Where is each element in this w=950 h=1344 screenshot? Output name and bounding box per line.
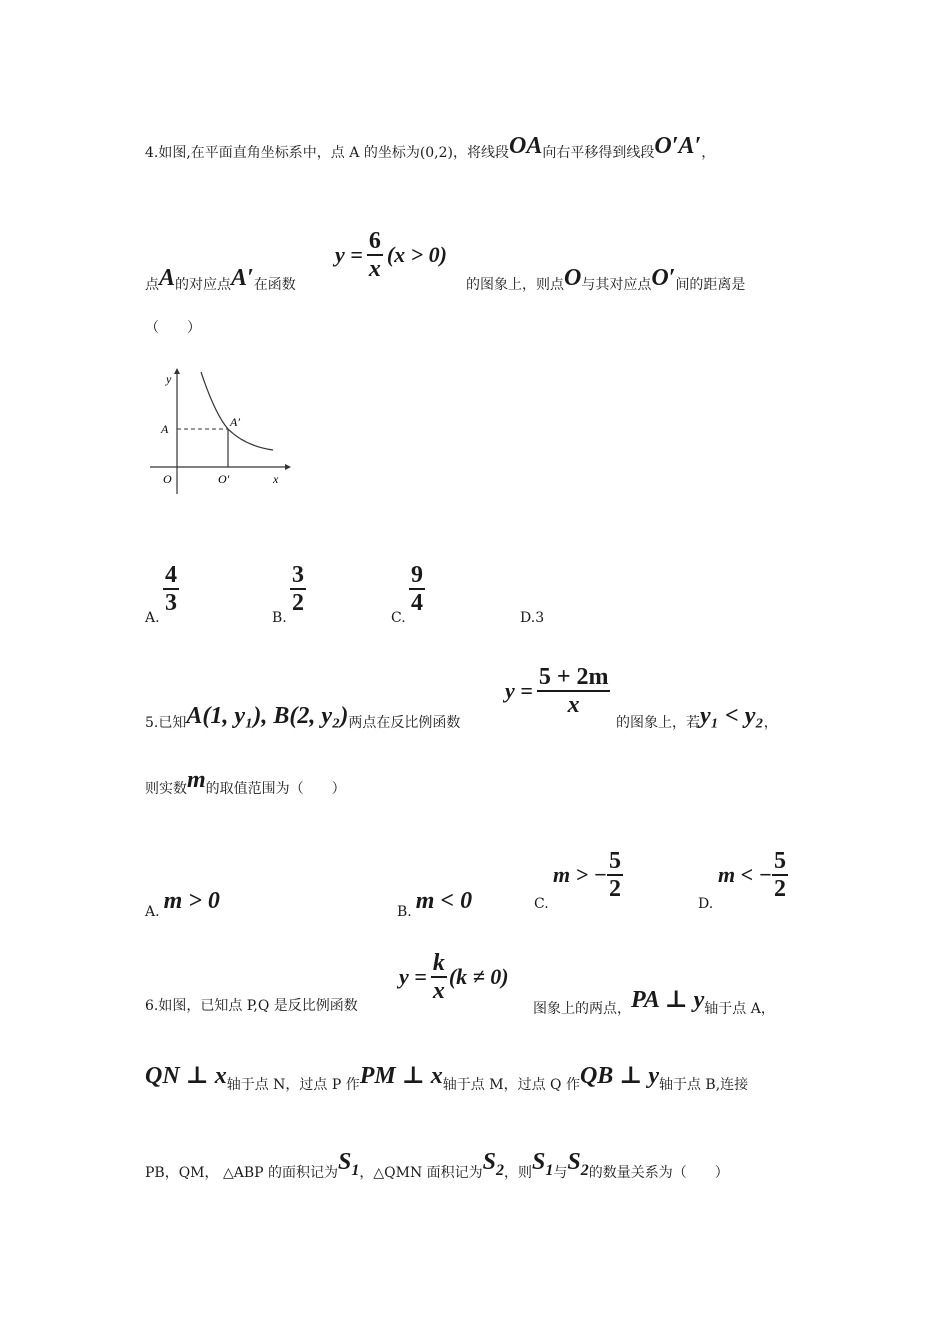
area-s2	[482, 1149, 505, 1179]
segment-oa-prime: O′A′	[654, 133, 702, 159]
subscript: 2	[496, 1162, 505, 1179]
s-symbol: S	[482, 1149, 497, 1175]
subscript: 2	[580, 1162, 589, 1179]
graph-label-a-prime: A′	[230, 415, 240, 429]
q5-line-1b	[616, 703, 778, 733]
option-letter: D.	[698, 896, 714, 912]
q6-text: 与	[553, 1165, 568, 1181]
option-letter: B.	[272, 610, 287, 626]
q4-option-b[interactable]	[272, 610, 287, 626]
fraction-denominator: 2	[292, 590, 304, 616]
point-o-prime: O′	[651, 265, 676, 291]
perp-pm-x: PM ⊥ x	[359, 1063, 443, 1089]
hyperbola-curve	[201, 372, 273, 450]
q6-text: 轴于点 B,连接	[658, 1077, 749, 1093]
q6-text: 轴于点 N，过点 P 作	[226, 1077, 360, 1093]
area-s1	[338, 1149, 360, 1179]
perp-pa-y: PA ⊥ y	[631, 987, 705, 1013]
q6-text: 的数量关系为（ ）	[588, 1165, 729, 1181]
fraction-numerator: 3	[292, 562, 304, 588]
q4-option-b-fraction	[290, 562, 306, 616]
q4-option-c-fraction	[409, 562, 425, 616]
subscript: 1	[545, 1162, 554, 1179]
option-letter: B.	[397, 904, 412, 920]
formula-y: y =	[335, 242, 363, 267]
point-a: A	[159, 265, 176, 291]
formula-fraction	[367, 228, 383, 282]
q6-line-1	[145, 996, 358, 1016]
fraction-numerator: 6	[368, 228, 381, 254]
q6-text: PB，QM， △ABP 的面积记为	[145, 1165, 339, 1181]
q5-text: 则实数	[145, 781, 187, 797]
fraction-numerator: 5	[608, 848, 621, 874]
q6-text: 轴于点 A，	[704, 1001, 775, 1017]
q6-line-1b	[533, 987, 775, 1019]
fraction-denominator: 2	[773, 876, 786, 902]
q4-text: 向右平移得到线段	[542, 145, 655, 161]
q4-text: 点	[145, 277, 159, 293]
option-letter: C.	[534, 896, 549, 912]
q4-function-formula	[335, 228, 447, 282]
formula-condition: (k ≠ 0)	[448, 964, 509, 989]
point-a-prime: A′	[231, 265, 254, 291]
graph-label-o: O	[163, 472, 172, 486]
segment-oa: OA	[509, 133, 543, 159]
option-letter: A.	[145, 610, 160, 626]
q4-option-c[interactable]	[391, 610, 406, 626]
q4-text: ，	[701, 145, 716, 161]
q5-function-formula	[505, 664, 610, 718]
q5-text: ，	[763, 715, 778, 731]
option-value: m < −	[718, 862, 772, 887]
option-letter: D.	[520, 610, 536, 626]
graph-label-x: x	[273, 472, 279, 486]
area-s1	[532, 1149, 554, 1179]
q5-option-b[interactable]	[397, 888, 473, 923]
q5-text: 两点在反比例函数	[348, 715, 461, 731]
variable-m: m	[187, 767, 206, 793]
q5-option-c-formula	[553, 848, 623, 902]
q4-text: 与其对应点	[581, 277, 652, 293]
perp-qb-y: QB ⊥ y	[579, 1063, 659, 1089]
q6-text: 轴于点 M，过点 Q 作	[442, 1077, 580, 1093]
q5-text: 的图象上，若	[616, 715, 700, 731]
q5-option-a[interactable]	[145, 888, 220, 923]
q4-option-a[interactable]	[145, 610, 160, 626]
fraction-denominator: 4	[411, 590, 423, 616]
q4-text: 的对应点	[175, 277, 232, 293]
s-symbol: S	[338, 1149, 352, 1175]
q5-option-d[interactable]	[698, 896, 713, 912]
q6-function-formula	[399, 950, 509, 1004]
option-value: m > −	[553, 862, 607, 887]
q4-option-a-fraction	[163, 562, 179, 616]
point-o: O	[564, 265, 582, 291]
subscript: 1	[351, 1162, 360, 1179]
perp-qn-x: QN ⊥ x	[145, 1063, 227, 1089]
fraction-denominator: x	[368, 256, 381, 282]
formula-y: y =	[505, 678, 533, 703]
q5-line-2	[145, 767, 346, 799]
y-axis-arrow-icon	[174, 368, 180, 374]
q4-option-d[interactable]	[520, 610, 544, 626]
q6-text: 6.如图，已知点 P,Q 是反比例函数	[145, 998, 358, 1014]
fraction-numerator: 4	[165, 562, 177, 588]
q5-condition: y₁ < y₂	[700, 703, 764, 729]
q5-points: A(1, y₁), B(2, y₂)	[186, 703, 349, 729]
fraction-numerator: 9	[411, 562, 423, 588]
q4-line-1	[145, 133, 716, 163]
fraction-denominator: 2	[608, 876, 621, 902]
fraction-numerator: k	[432, 950, 445, 976]
q5-text: 的取值范围为（ ）	[205, 781, 346, 797]
q6-line-2	[145, 1063, 749, 1095]
graph-label-o-prime: O′	[218, 472, 230, 486]
fraction-numerator: 5 + 2m	[538, 664, 609, 690]
formula-condition: (x > 0)	[386, 242, 448, 267]
option-letter: A.	[145, 904, 160, 920]
graph-label-a: A	[161, 422, 169, 436]
q6-text: ，则	[504, 1165, 533, 1181]
option-fraction	[772, 848, 788, 902]
formula-y: y =	[399, 964, 427, 989]
option-fraction	[607, 848, 623, 902]
s-symbol: S	[567, 1149, 581, 1175]
q5-option-d-formula	[718, 848, 788, 902]
formula-fraction	[537, 664, 611, 718]
graph-label-y: y	[166, 372, 172, 386]
q4-line-2b	[466, 265, 746, 295]
fraction-denominator: x	[567, 692, 580, 718]
x-axis-arrow-icon	[285, 464, 291, 470]
area-s2	[567, 1149, 589, 1179]
q4-line-2	[145, 265, 296, 295]
s-symbol: S	[532, 1149, 546, 1175]
q4-text: 在函数	[253, 277, 296, 293]
fraction-numerator: 5	[773, 848, 786, 874]
option-value: m < 0	[415, 888, 473, 914]
q5-option-c[interactable]	[534, 896, 549, 912]
q6-text: 图象上的两点，	[533, 1001, 631, 1017]
q4-text: 4.如图,在平面直角坐标系中，点 A 的坐标为(0,2)，将线段	[145, 145, 510, 161]
option-value: 3	[535, 610, 545, 626]
q4-text: 的图象上，则点	[466, 277, 564, 293]
q6-text: ，△QMN 面积记为	[359, 1165, 483, 1181]
fraction-denominator: x	[432, 978, 445, 1004]
q6-line-3	[145, 1149, 729, 1189]
q4-answer-paren: （ ）	[145, 320, 201, 336]
q5-line-1	[145, 703, 461, 733]
fraction-denominator: 3	[165, 590, 177, 616]
option-letter: C.	[391, 610, 406, 626]
option-value: m > 0	[163, 888, 220, 914]
q4-text: 间的距离是	[675, 277, 746, 293]
formula-fraction	[431, 950, 447, 1004]
q4-graph	[145, 366, 295, 496]
q5-text: 5.已知	[145, 715, 187, 731]
